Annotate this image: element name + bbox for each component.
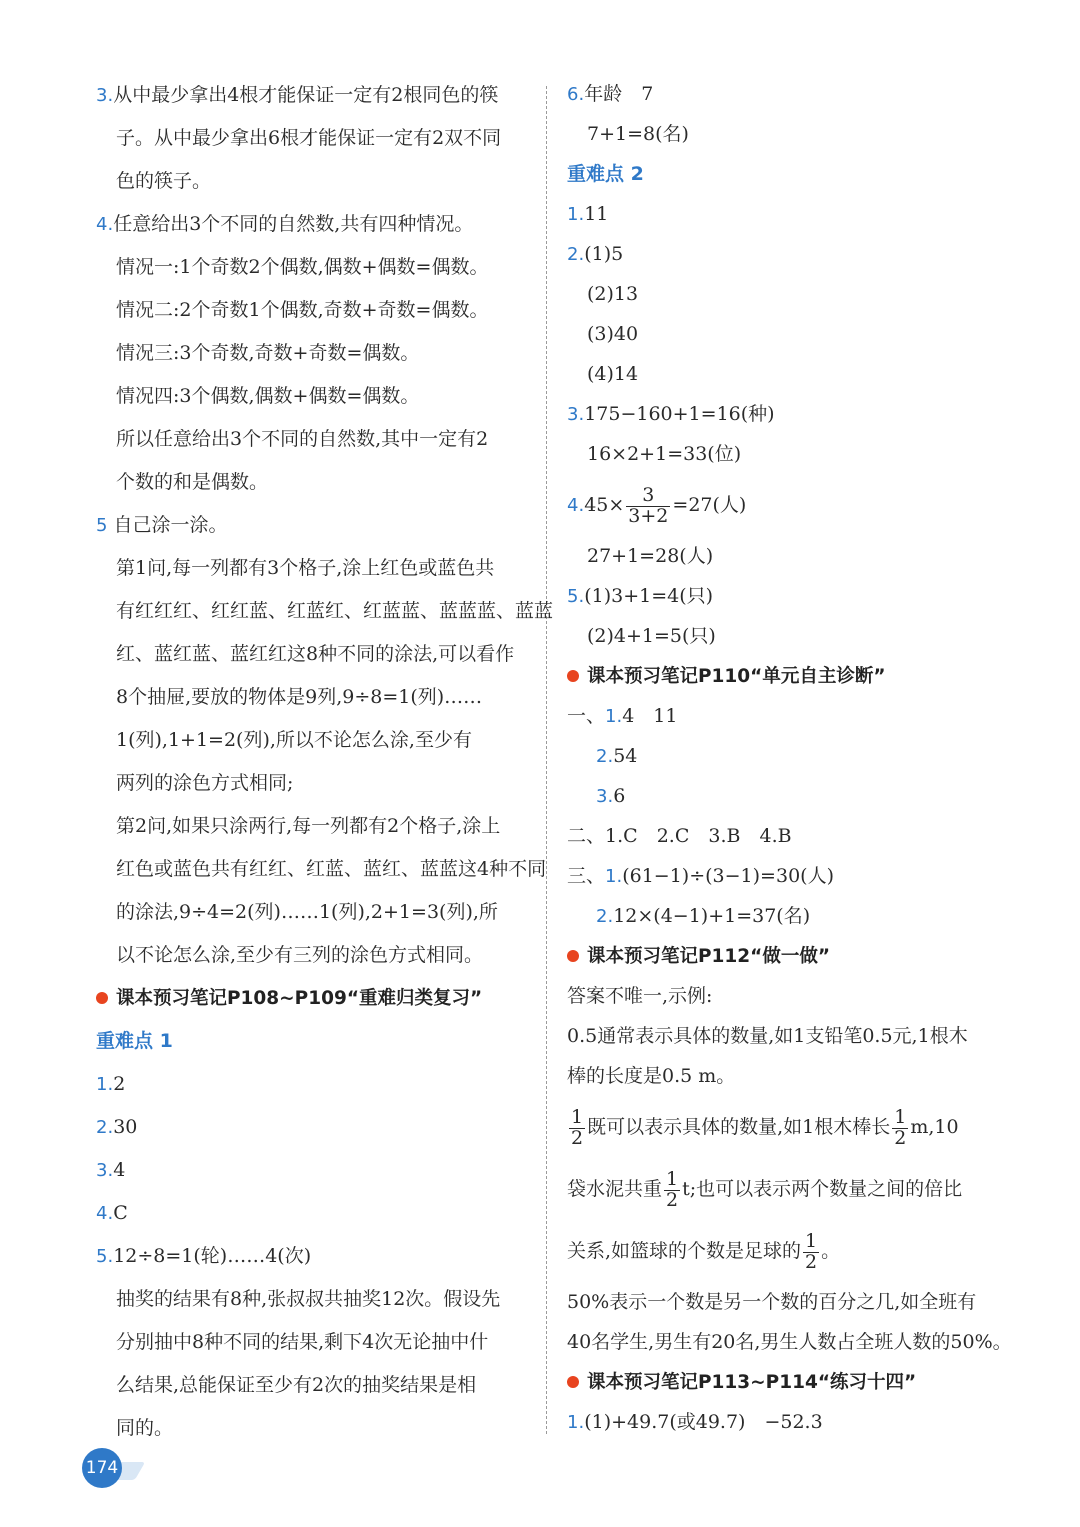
fraction: $\frac{1}{2}$ [805,1229,818,1273]
k2-row-d: (4)14 [587,363,639,385]
answer-row: 2.30 [96,1116,138,1138]
answer-5-explanation: 抽奖的结果有8种,张叔叔共抽奖12次。假设先 [116,1288,501,1310]
q5-p1-line: 1(列),1+1=2(列),所以不论怎么涂,至少有 [116,729,472,751]
k2-row-b: (2)13 [587,283,639,305]
right-column [567,74,1012,1442]
k5-row-b: (2)4+1=5(只) [587,625,716,647]
diag-part-1: 一、1.4 11 [567,705,678,727]
section-heading-practice: 课本预习笔记P112“做一做” [567,936,997,976]
q4-case-4: 情况四:3个偶数,偶数+偶数=偶数。 [116,385,420,407]
practice-line: $\frac{1}{2}$ 既可以表示具体的数量,如1根木棒长 $\frac{1}{2}$ m,10 [571,1105,959,1149]
q4-case-3: 情况三:3个奇数,奇数+奇数=偶数。 [116,342,420,364]
q5-p1-line: 红、蓝红蓝、蓝红红这8种不同的涂法,可以看作 [116,643,515,665]
q5-p2-line: 的涂法,9÷4=2(列)……1(列),2+1=3(列),所 [116,901,498,923]
section-heading-review: 课本预习笔记P108~P109“重难归类复习” [96,977,532,1020]
practice-line: 棒的长度是0.5 m。 [567,1065,736,1087]
k2-row: 2.(1)5 [567,243,624,265]
q4-case-2: 情况二:2个奇数1个偶数,奇数+奇数=偶数。 [116,299,489,321]
k2-row-c: (3)40 [587,323,639,345]
answer-5-explanation: 么结果,总能保证至少有2次的抽奖结果是相 [116,1374,477,1396]
fraction: $\frac{1}{2}$ [666,1167,679,1211]
practice-line: 40名学生,男生有20名,男生人数占全班人数的50%。 [567,1331,1012,1353]
diag-part-3-b: 2.12×(4−1)+1=37(名) [596,905,811,927]
practice-line: 答案不唯一,示例: [567,985,713,1007]
q3-line-2: 子。从中最少拿出6根才能保证一定有2双不同 [116,127,502,149]
answer-row: 3.4 [96,1159,126,1181]
q3-line-3: 色的筷子。 [116,170,212,192]
q5-p1-line: 两列的涂色方式相同; [116,772,294,794]
key-point-2-heading: 重难点 2 [567,163,644,185]
fraction: $\frac{3}{3+2}$ [628,483,669,527]
q4-case-1: 情况一:1个奇数2个偶数,偶数+偶数=偶数。 [116,256,489,278]
q5-p2-line: 第2问,如果只涂两行,每一列都有2个格子,涂上 [116,815,501,837]
left-column [96,74,554,1450]
exercise-row: 1.(1)+49.7(或49.7) −52.3 [567,1411,823,1433]
column-divider [546,86,547,1434]
fraction: $\frac{1}{2}$ [571,1105,584,1149]
q4-summary-2: 个数的和是偶数。 [116,471,269,493]
k3-row-b: 16×2+1=33(位) [587,443,742,465]
q4-summary-1: 所以任意给出3个不同的自然数,其中一定有2 [116,428,489,450]
answer-5-explanation: 同的。 [116,1417,174,1439]
q5-p1-line: 第1问,每一列都有3个格子,涂上红色或蓝色共 [116,557,495,579]
section-heading-diagnosis: 课本预习笔记P110“单元自主诊断” [567,656,997,696]
page-number: 174 [82,1448,122,1488]
bullet-dot-icon [567,1376,579,1388]
q4-line-1: 4.任意给出3个不同的自然数,共有四种情况。 [96,213,474,235]
k5-row: 5.(1)3+1=4(只) [567,585,714,607]
q6-line-1: 6.年龄 7 [567,83,654,105]
k4-row: 4.45× $\frac{3}{3+2}$ =27(人) [567,483,747,527]
practice-line: 50%表示一个数是另一个数的百分之几,如全班有 [567,1291,977,1313]
key-point-1-heading: 重难点 1 [96,1030,173,1052]
answer-row: 1.2 [96,1073,126,1095]
diag-part-1-b: 2.54 [596,745,638,767]
k1-row: 1.11 [567,203,609,225]
q3-line-1: 3.从中最少拿出4根才能保证一定有2根同色的筷 [96,84,499,106]
practice-line: 袋水泥共重 $\frac{1}{2}$ t;也可以表示两个数量之间的倍比 [567,1167,963,1211]
answer-5-explanation: 分别抽中8种不同的结果,剩下4次无论抽中什 [116,1331,489,1353]
section-heading-exercise: 课本预习笔记P113~P114“练习十四” [567,1362,997,1402]
diag-part-1-c: 3.6 [596,785,626,807]
answer-row: 4.C [96,1202,128,1224]
practice-line: 关系,如篮球的个数是足球的 $\frac{1}{2}$ 。 [567,1229,841,1273]
q5-p1-line: 有红红红、红红蓝、红蓝红、红蓝蓝、蓝蓝蓝、蓝蓝 [116,600,554,622]
q5-p2-line: 以不论怎么涂,至少有三列的涂色方式相同。 [116,944,484,966]
bullet-dot-icon [567,950,579,962]
q5-p1-line: 8个抽屉,要放的物体是9列,9÷8=1(列)…… [116,686,483,708]
practice-line: 0.5通常表示具体的数量,如1支铅笔0.5元,1根木 [567,1025,968,1047]
answer-row: 5.12÷8=1(轮)……4(次) [96,1245,312,1267]
diag-part-2: 二、1.C 2.C 3.B 4.B [567,825,792,847]
q5-line-1: 5 自己涂一涂。 [96,514,228,536]
k3-row: 3.175−160+1=16(种) [567,403,775,425]
diag-part-3: 三、1.(61−1)÷(3−1)=30(人) [567,865,834,887]
bullet-dot-icon [567,670,579,682]
q5-p2-line: 红色或蓝色共有红红、红蓝、蓝红、蓝蓝这4种不同 [116,858,547,880]
bullet-dot-icon [96,992,108,1004]
q6-line-2: 7+1=8(名) [587,123,689,145]
k4-row-b: 27+1=28(人) [587,545,714,567]
fraction: $\frac{1}{2}$ [894,1105,907,1149]
